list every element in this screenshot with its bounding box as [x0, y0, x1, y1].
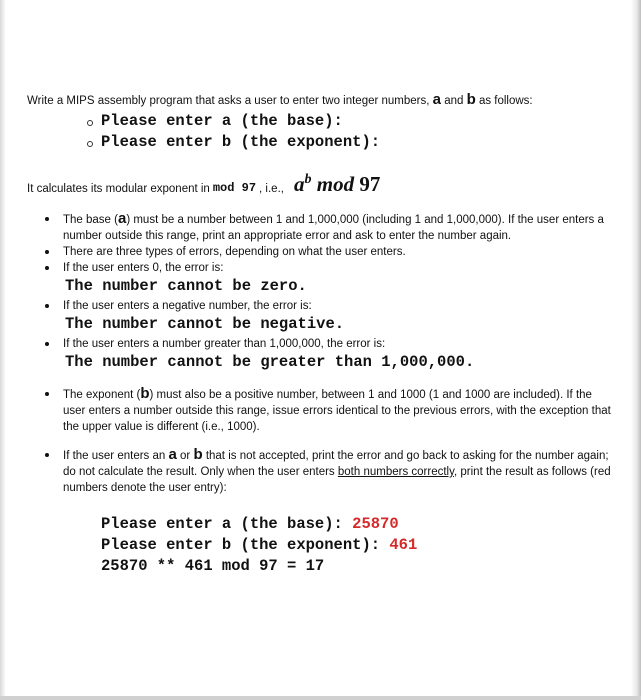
- requirements-list-5: [27, 447, 612, 496]
- b6-post: ) must also be a positive number, between 1 and 1000 (1 and 1000 are included). If the user enters a number outside this range, issue errors identical to the previous errors, with the exception that the upper value is different (i.e., 1000).: [63, 389, 611, 433]
- bullet-negative: If the user enters a negative number, the error is:: [27, 298, 612, 314]
- bullet-zero: If the user enters 0, the error is:: [27, 260, 612, 276]
- b1-pre: The base (: [63, 214, 118, 226]
- intro-paragraph: [27, 92, 612, 109]
- sample-line-result: 25870 ** 461 mod 97 = 17: [101, 557, 325, 575]
- sample-base-value: 25870: [352, 515, 399, 533]
- page-edge-right: [631, 0, 641, 700]
- bullet-greater: If the user enters a number greater than 1,000,000, the error is:: [27, 336, 612, 352]
- b6-pre: The exponent (: [63, 389, 141, 401]
- sample-exponent-label: Please enter b (the exponent):: [101, 536, 390, 554]
- b7-underlined: both numbers correctly: [337, 466, 455, 478]
- prompt-list: [87, 111, 612, 153]
- page-edge-bottom: [0, 696, 641, 700]
- formula-mod: mod: [311, 172, 360, 196]
- error-greater: The number cannot be greater than 1,000,000.: [65, 353, 475, 371]
- b7-post: , print the result as follows (red numbers denote the user entry):: [63, 466, 611, 494]
- modexp-formula: [294, 169, 380, 195]
- calc-text: It calculates its modular exponent in: [27, 183, 210, 195]
- b6-letter: b: [140, 385, 150, 402]
- error-negative: The number cannot be negative.: [65, 315, 345, 333]
- document-body: [27, 92, 612, 577]
- sample-line-exponent: [101, 535, 612, 556]
- intro-text: Write a MIPS assembly program that asks a user to enter two integer numbers,: [27, 95, 433, 107]
- b1-post: ) must be a number between 1 and 1,000,000 (including 1 and 1,000,000). If the user enters a number outside this range, print an appropriate error and ask to enter the number again.: [63, 214, 604, 242]
- intro-and: and: [441, 95, 467, 107]
- requirements-list-2: [27, 298, 612, 314]
- sample-line-base: [101, 514, 612, 535]
- intro-post: as follows:: [475, 95, 533, 107]
- bullet-base-range: [27, 211, 612, 244]
- sample-exponent-value: 461: [389, 536, 418, 554]
- bullet-not-accepted: [27, 447, 612, 496]
- requirements-list: [27, 211, 612, 276]
- b7-letter-a: a: [168, 446, 177, 463]
- error-zero: The number cannot be zero.: [65, 277, 307, 295]
- requirements-list-3: [27, 336, 612, 352]
- page-edge-left: [0, 0, 6, 700]
- calc-description: [27, 169, 612, 195]
- intro-letter-a: a: [432, 91, 441, 108]
- bullet-error-types: There are three types of errors, depending on what the user enters.: [27, 244, 612, 260]
- b7-pre: If the user enters an: [63, 450, 169, 462]
- calc-ie: , i.e.,: [259, 183, 284, 195]
- requirements-list-4: [27, 386, 612, 435]
- b7-letter-b: b: [193, 446, 203, 463]
- prompt-base: Please enter a (the base):: [87, 111, 612, 132]
- sample-base-label: Please enter a (the base):: [101, 515, 353, 533]
- formula-base: a: [293, 172, 305, 196]
- b7-or: or: [176, 450, 194, 462]
- sample-output: [101, 514, 612, 577]
- bullet-exponent-range: [27, 386, 612, 435]
- b7-mid: that is not accepted, print the error and go back to asking for the number again; do not calculate the result. Only when the user enters: [63, 450, 609, 478]
- formula-exponent: b: [304, 172, 312, 187]
- formula-modulus: 97: [359, 172, 381, 196]
- calc-code: mod 97: [212, 181, 257, 195]
- b1-letter: a: [117, 210, 127, 227]
- prompt-exponent: Please enter b (the exponent):: [87, 132, 612, 153]
- intro-letter-b: b: [466, 91, 476, 108]
